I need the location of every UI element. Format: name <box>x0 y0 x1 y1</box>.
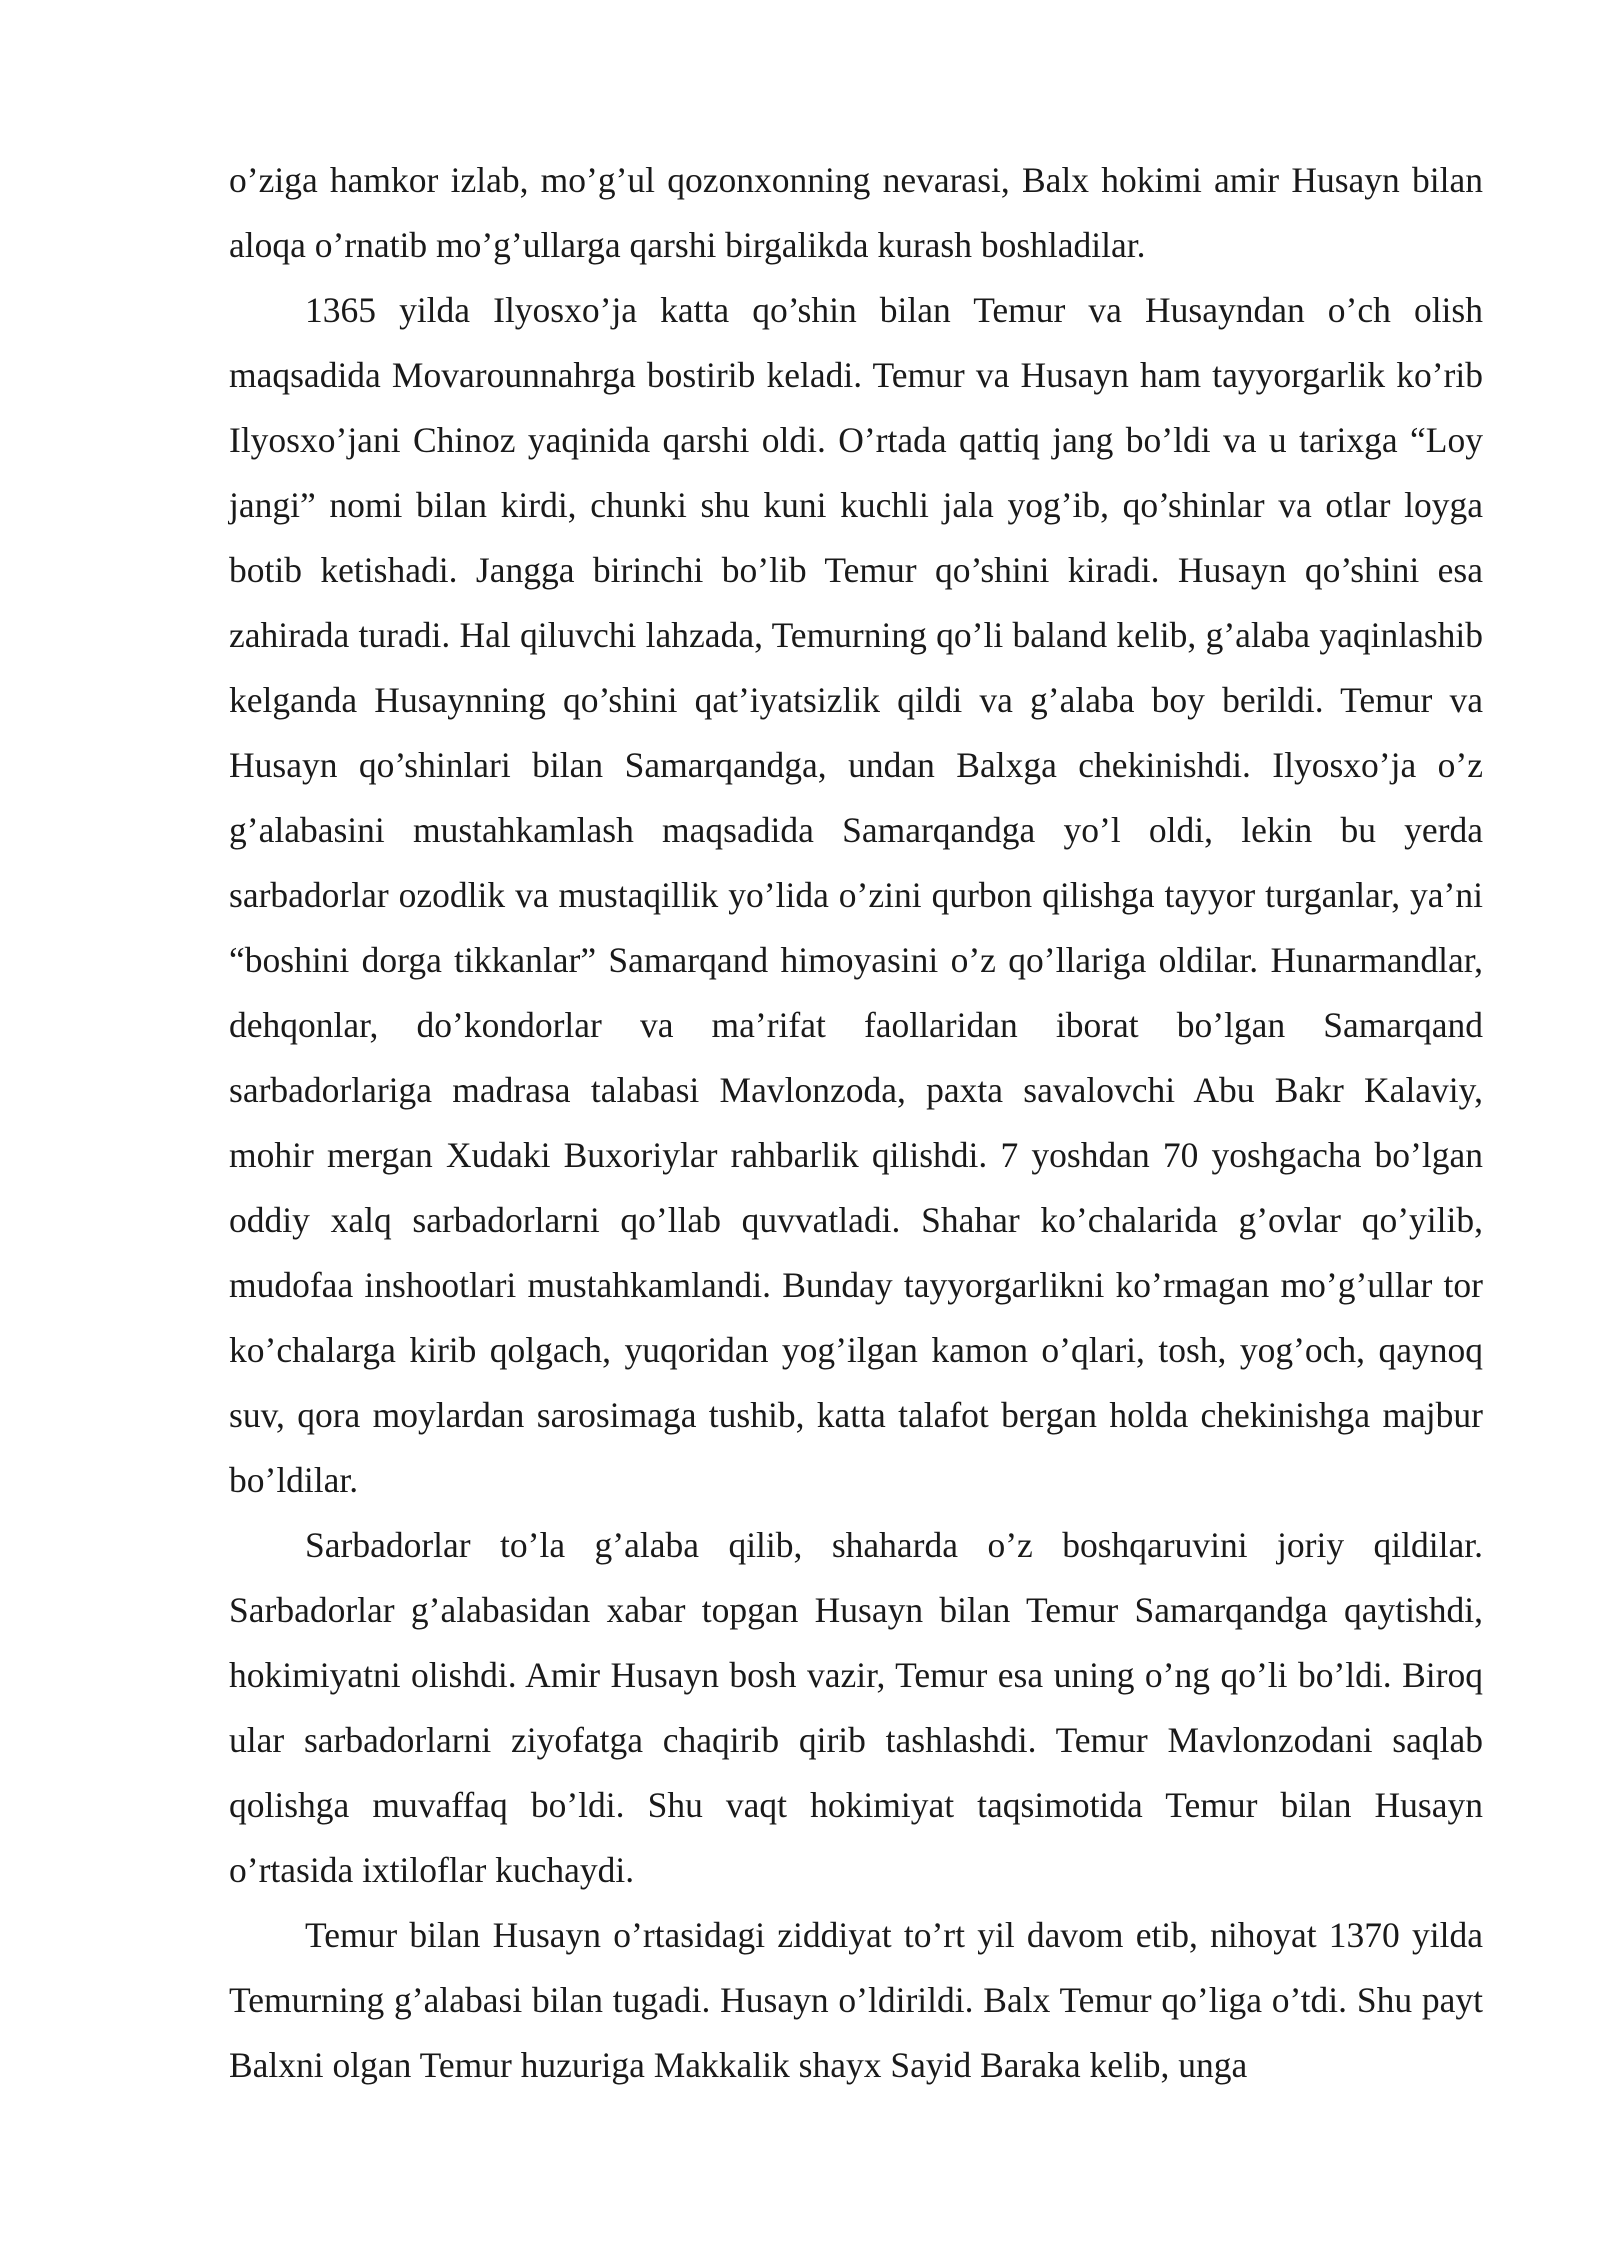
paragraph-temur-husayn-conflict: Temur bilan Husayn o’rtasidagi ziddiyat to’rt yil davom etib, nihoyat 1370 yilda Temurning g’alabasi bilan tugadi. Husayn o’ldirildi. Balx Temur qo’liga o’tdi. Shu payt Balxni olgan Temur huzuriga Makkalik shayx Sayid Baraka kelib, unga <box>229 1915 1483 2085</box>
paragraph-loy-jangi: 1365 yilda Ilyosxo’ja katta qo’shin bilan Temur va Husayndan o’ch olish maqsadida Movarounnahrga bostirib keladi. Temur va Husayn ham tayyorgarlik ko’rib Ilyosxo’jani Chinoz yaqinida qarshi oldi. O’rtada qattiq jang bo’ldi va u tarixga “Loy jangi” nomi bilan kirdi, chunki shu kuni kuchli jala yog’ib, qo’shinlar va otlar loyga botib ketishadi. Jangga birinchi bo’lib Temur qo’shini kiradi. Husayn qo’shini esa zahirada turadi. Hal qiluvchi lahzada, Temurning qo’li baland kelib, g’alaba yaqinlashib kelganda Husaynning qo’shini qat’iyatsizlik qildi va g’alaba boy berildi. Temur va Husayn qo’shinlari bilan Samarqandga, undan Balxga chekinishdi. Ilyosxo’ja o’z g’alabasini mustahkamlash maqsadida Samarqandga yo’l oldi, lekin bu yerda sarbadorlar ozodlik va mustaqillik yo’lida o’zini qurbon qilishga tayyor turganlar, ya’ni “boshini dorga tikkanlar” Samarqand himoyasini o’z qo’llariga oldilar. Hunarmandlar, dehqonlar, do’kondorlar va ma’rifat faollaridan iborat bo’lgan Samarqand sarbadorlariga madrasa talabasi Mavlonzoda, paxta savalovchi Abu Bakr Kalaviy, mohir mergan Xudaki Buxoriylar rahbarlik qilishdi. 7 yoshdan 70 yoshgacha bo’lgan oddiy xalq sarbadorlarni qo’llab quvvatladi. Shahar ko’chalarida g’ovlar qo’yilib, mudofaa inshootlari mustahkamlandi. Bunday tayyorgarlikni ko’rmagan mo’g’ullar tor ko’chalarga kirib qolgach, yuqoridan yog’ilgan kamon o’qlari, tosh, yog’och, qaynoq suv, qora moylardan sarosimaga tushib, katta talafot bergan holda chekinishga majbur bo’ldilar. <box>229 290 1483 1500</box>
paragraph-sarbadorlar-victory: Sarbadorlar to’la g’alaba qilib, shaharda o’z boshqaruvini joriy qildilar. Sarbadorlar g’alabasidan xabar topgan Husayn bilan Temur Samarqandga qaytishdi, hokimiyatni olishdi. Amir Husayn bosh vazir, Temur esa uning o’ng qo’li bo’ldi. Biroq ular sarbadorlarni ziyofatga chaqirib qirib tashlashdi. Temur Mavlonzodani saqlab qolishga muvaffaq bo’ldi. Shu vaqt hokimiyat taqsimotida Temur bilan Husayn o’rtasida ixtiloflar kuchaydi. <box>229 1525 1483 1890</box>
body-text <box>229 148 1483 2098</box>
paragraph-continuation: o’ziga hamkor izlab, mo’g’ul qozonxonning nevarasi, Balx hokimi amir Husayn bilan aloqa o’rnatib mo’g’ullarga qarshi birgalikda kurash boshladilar. <box>229 160 1483 265</box>
